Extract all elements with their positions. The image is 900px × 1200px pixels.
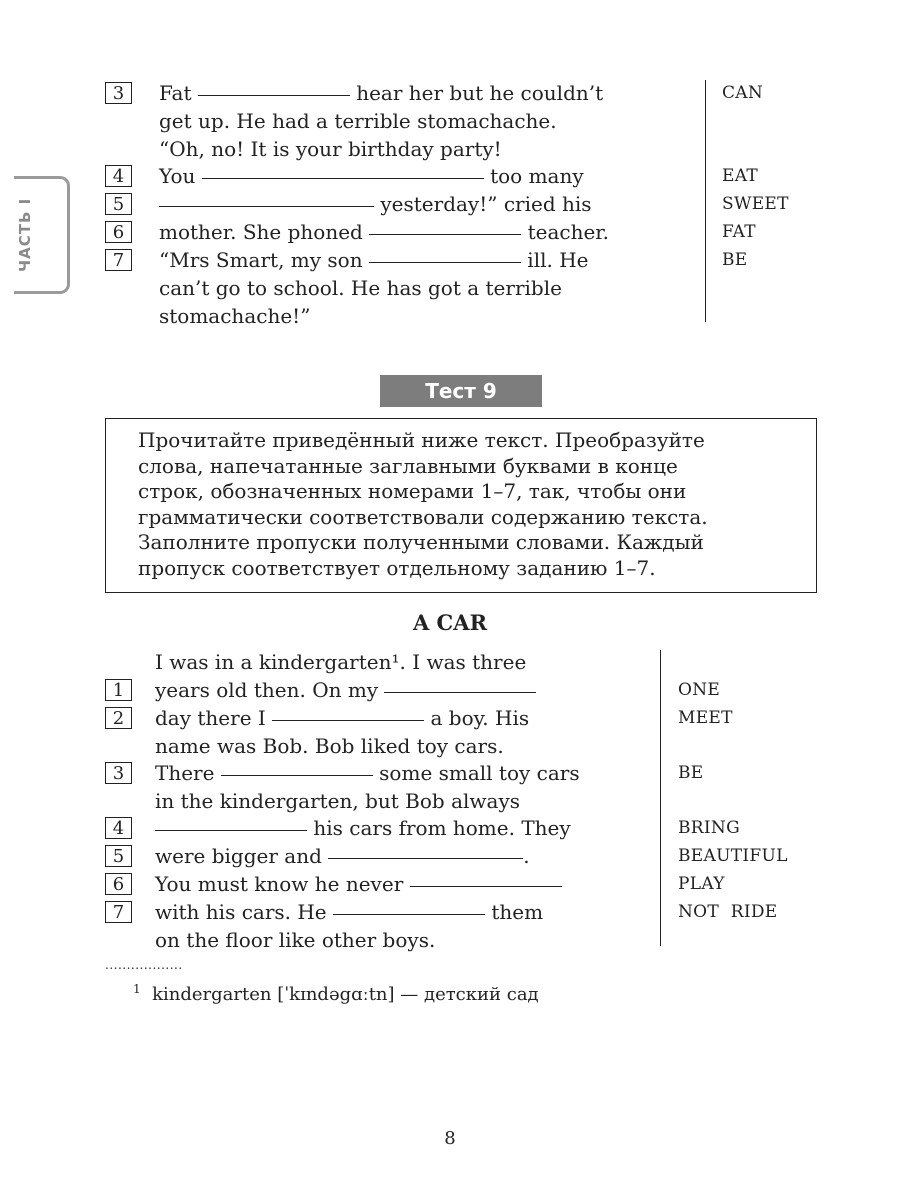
column-divider [660,650,661,946]
item-number: 5 [105,193,132,215]
word-prompt: PLAY [678,874,725,894]
answer-blank[interactable] [369,261,521,263]
text-line: were bigger and . [155,844,530,868]
word-prompt: EAT [722,166,758,186]
answer-blank[interactable] [221,774,373,776]
footnote-mark: 1 [133,982,141,996]
text-line: with his cars. He them [155,900,544,924]
instruction-line: грамматически соответствовали содержанию текста. [138,505,708,529]
word-prompt: MEET [678,708,733,728]
footnote-text: kindergarten [ˈkɪndəgɑːtn] — детский сад [152,984,539,1005]
footnote [133,982,539,1005]
text-line: on the floor like other boys. [155,928,436,952]
instruction-line: слова, напечатанные заглавными буквами в конце [138,454,678,478]
item-number: 4 [105,165,132,187]
answer-blank[interactable] [202,177,484,179]
word-prompt: BEAUTIFUL [678,846,788,866]
answer-blank[interactable] [333,913,485,915]
text-line: mother. She phoned teacher. [159,220,610,244]
text-line: can’t go to school. He has got a terrible [159,276,562,300]
text-line: You too many [159,164,584,188]
text-line: There some small toy cars [155,761,580,785]
item-number: 7 [105,249,132,271]
story-title: A CAR [412,610,488,635]
answer-blank[interactable] [198,94,350,96]
item-number: 3 [105,82,132,104]
text-line: stomachache!” [159,304,311,328]
word-prompt: SWEET [722,194,789,214]
column-divider [705,80,706,322]
instruction-line: строк, обозначенных номерами 1–7, так, чтобы они [138,479,687,503]
answer-blank[interactable] [272,719,424,721]
item-number: 6 [105,221,132,243]
text-line: Fat hear her but he couldn’t [159,81,604,105]
word-prompt: CAN [722,83,764,103]
word-prompt: FAT [722,222,756,242]
word-prompt: ONE [678,680,721,700]
text-line: I was in a kindergarten¹. I was three [155,650,527,674]
word-prompt: BE [722,250,748,270]
word-prompt: NOT RIDE [678,902,778,922]
test-title: Тест 9 [380,375,542,407]
text-line: You must know he never [155,870,562,898]
answer-blank[interactable] [159,205,374,207]
answer-blank[interactable] [384,691,536,693]
answer-blank[interactable] [155,829,307,831]
footnote-separator: .................. [105,958,183,972]
text-line: yesterday!” cried his [159,190,592,218]
page-number: 8 [444,1128,456,1149]
item-number: 5 [105,845,132,867]
instruction-line: Прочитайте приведённый ниже текст. Преобразуйте [138,428,705,452]
item-number: 6 [105,873,132,895]
word-prompt: BE [678,763,704,783]
word-prompt: BRING [678,818,740,838]
text-line: in the kindergarten, but Bob always [155,789,520,813]
item-number: 4 [105,817,132,839]
text-line: name was Bob. Bob liked toy cars. [155,734,504,758]
item-number: 1 [105,679,132,701]
instruction-line: пропуск соответствует отдельному заданию 1–7. [138,556,656,580]
text-line: “Mrs Smart, my son ill. He [159,248,589,272]
text-line: his cars from home. They [155,814,571,842]
answer-blank[interactable] [328,857,523,859]
answer-blank[interactable] [369,233,521,235]
text-line: day there I a boy. His [155,706,530,730]
answer-blank[interactable] [410,885,562,887]
item-number: 3 [105,762,132,784]
item-number: 7 [105,901,132,923]
instruction-line: Заполните пропуски полученными словами. Каждый [138,530,704,554]
text-line: get up. He had a terrible stomachache. [159,109,557,133]
text-line: “Oh, no! It is your birthday party! [159,137,502,161]
text-line: years old then. On my [155,676,536,704]
side-tab-label: ЧАСТЬ I [16,197,34,272]
item-number: 2 [105,707,132,729]
